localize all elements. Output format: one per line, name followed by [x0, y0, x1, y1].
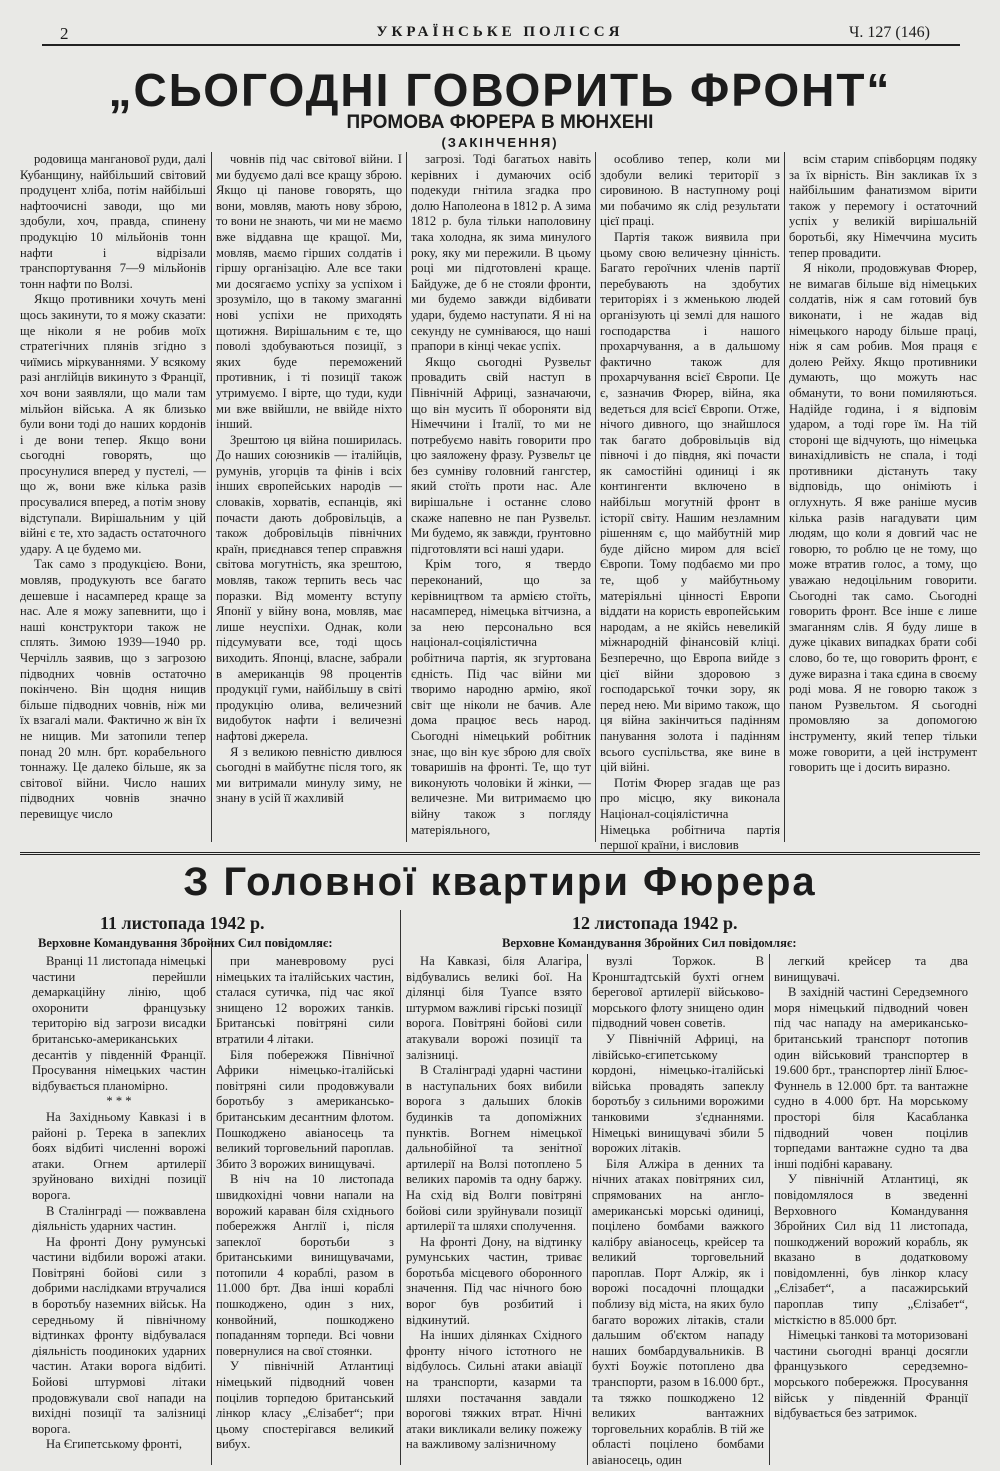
column-divider — [769, 954, 770, 1465]
paragraph: В західній частині Середземного моря німецький підводний човен під час нападу на американсько-британський транспорт потопив один військовий транспортер в 19.600 брт., транспортер лінії Блює-Фуннель в 12.000 брт. та вантажне судно в 4.000 брт. На морському просторі біля Касабланка підводний човен поцілив торпедами вантажне судно та два інші подібні каравану. — [774, 985, 968, 1171]
column-divider — [784, 152, 785, 842]
bulletin-nov-11-column-1 — [32, 954, 206, 1464]
paragraph: загрозі. Тоді багатьох навіть керівних і думаючих осіб подекуди гнітила згадка про долю Наполеона в 1812 р. А зима 1812 р. була тільки наполовину така холодна, як зима минулого року, яку ми пережили. В цьому році ми підготовлені краще. Байдуже, де б не стояли фронти, ми будемо завжди відбивати удари, будемо наступати. Я ні на секунду не сумніваюся, що наші прапори в кінці чекає успіх. — [411, 152, 591, 354]
paragraph: В Сталінграді — пожвавлена діяльність ударних частин. — [32, 1203, 206, 1234]
paragraph: Потім Фюрер згадав ще раз про місцю, яку виконала Націонал-соціялістична Німецька робітнича партія першої країни, і висловив — [600, 775, 780, 853]
paragraph: На інших ділянках Східного фронту нічого істотного не відбулось. Сильні атаки авіації на транспорти, казарми та шляхи постачання завдали ворогові тяжких втрат. Нічні атаки викликали велику пожежу на важливому залізничному — [406, 1328, 582, 1452]
article-column-2 — [216, 152, 402, 842]
article-column-5 — [789, 152, 977, 842]
column-divider — [406, 152, 407, 842]
paragraph: В ніч на 10 листопада швидкохідні човни напали на ворожий караван біля східнього побережжя Англії і, після запеклої боротьби з британськими винищувачами, потопили 4 кораблі, разом в 11.000 брт. Два інші кораблі пошкоджено, один з них, конвойний, пошкоджено попаданням торпеди. Всі човни повернулися на свої стоянки. — [216, 1172, 394, 1358]
column-divider — [211, 940, 212, 1465]
column-divider — [400, 910, 401, 1465]
paragraph: Партія також виявила при цьому свою величезну цінність. Багато героїчних членів партії перебувають на здобутих територіях і з жменькою людей організують ці землі для нашого господарства і нашого прохарчування, а в дальшому фактично також для прохарчування всієї Європи. Це є, зазначив Фюрер, війна, яка ведеться для всієї Європи. Отже, нічого дивного, що знайшлося так багато добровільців від півночі і до півдня, які почасти як самостійні одиниці і як контингенти включено в найбільш могутній фронт в історії світу. Нашим незламним рішенням є, що майбутній мир буде дійсно миром для всієї Європи. Тому подбаємо ми про те, щоб у майбутньому матеріяльні цінності Европи віддати на користь европейським народам, а не якійсь невеликій міжнародній фінансовій кліці. Безперечно, що Европа вийде з цієї війни здоровою з господарської точки зору, як перед нею. Ми віримо також, що ця війна закінчиться падінням панування золота і падінням всього суспільства, яке вине в цій війні. — [600, 229, 780, 775]
paragraph: Так само з продукцією. Вони, мовляв, продукують все багато дешевше і насамперед краще за нас. Але я можу запевнити, що і наші конструктори також не сплять. Зимою 1939—1940 рр. Черчілль заявив, що з загрозою підводних човнів остаточно покінчено. Він щодня нищив більше підводних човнів, ніж ми їх взагалі мали. Фактично ж він їх не нищив. Ми затопили тепер понад 20 млн. брт. корабельного тоннажу. Це далеко більше, як за світової війни. Число наших підводних човнів значно перевищує число — [20, 557, 206, 821]
issue-number: Ч. 127 (146) — [848, 24, 930, 41]
paragraph: На фронті Дону, на відтинку румунських частин, триває боротьба місцевого оборонного значення. Під час нічного бою ворог був розбитий і відкинутий. — [406, 1234, 582, 1327]
bulletin-intro-nov-12: Верховне Командування Збройних Сил повідомляє: — [502, 936, 797, 950]
article-continuation-tag: (ЗАКІНЧЕННЯ) — [441, 135, 559, 150]
column-divider — [211, 152, 212, 842]
paragraph: Вранці 11 листопада німецькі частини перейшли демаркаційну лінію, щоб охоронити французьку територію від загрози висадки британсько-американських десантів у південній Франції. Просування німецьких частин відбувається планомірно. — [32, 954, 206, 1093]
paragraph: особливо тепер, коли ми здобули великі території з сировиною. В наступному році ми побачимо як слід результати цієї праці. — [600, 152, 780, 229]
bulletin-nov-12-column-1 — [406, 954, 582, 1464]
paragraph: Біля побережжя Північної Африки німецько-італійські повітряні сили продовжували боротьбу з американсько-британським десантним флотом. Пошкоджено авіаносець та великий торговельний пароплав. Збито 3 ворожих винищувачі. — [216, 1047, 394, 1171]
paragraph: Якщо противники хочуть мені щось закинути, то я можу сказати: ще ніколи я не робив моїх стратегічних плянів згідно з чиїмись міркуваннями. У всякому разі англійців викинуто з Франції, хоч вони заявляли, що мали там мільйон війська. А як близько були вони тоді до наших кордонів і де вони тепер. Якщо вони сьогодні говорять, що просунулися вперед у пустелі, — що ж, вони вже кілька разів просувалися вперед, а потім знову відступали. Вирішальним у цій війні є те, хто задасть остаточного удару. А це будемо ми. — [20, 292, 206, 556]
article-subtitle: ПРОМОВА ФЮРЕРА В МЮНХЕНІ — [346, 112, 654, 133]
article-column-4 — [600, 152, 780, 853]
bulletin-date-nov-12: 12 листопада 1942 р. — [572, 913, 738, 933]
paragraph: вузлі Торжок. В Кронштадтській бухті огнем берегової артилерії військово-морського флоту знищено один підводний човен советів. — [592, 954, 764, 1031]
section-rule — [20, 852, 980, 855]
column-divider — [595, 152, 596, 842]
article-column-3 — [411, 152, 591, 842]
paragraph: Крім того, я твердо переконаний, що за керівництвом та армією стоїть, насамперед, німецька вітчизна, а за нею персонально вся націонал-соціялістична робітнича партія, як згуртована єдність. Під час війни ми творимо народню армію, якої світ ще ніколи не бачив. Але дома працює весь народ. Сьогодні німецький робітник знає, що він кує зброю для своїх товаришів на фронті. Те, що тут виконують чоловіки й жінки, — величезне. Ми витримаємо цю війну також з погляду матеріяльного, — [411, 557, 591, 837]
paragraph: Зрештою ця війна поширилась. До наших союзників — італійців, румунів, угорців та фінів і всіх інших європейських народів — словаків, хорватів, еспанців, які почасти дають добровільців, а також добровільців північних країн, приєднався тепер справжня світова могутність, яка зрештою, мовляв, також терпить весь час поразки. Від моменту вступу Японії у війну вона, мовляв, має лише неуспіхи. Однак, коли підсумувати все, тоді щось виходить. Японці, власне, забрали в американців 98 процентів продукції гуми, найбільшу в світі продукцію олива, величезний видобуток нафти і величезні нафтові джерела. — [216, 432, 402, 743]
paragraph: На Єгипетському фронті, — [46, 1437, 182, 1452]
paragraph: Німецькі танкові та моторизовані частини сьогодні вранці досягли французького середземно-морського побережжя. Просування військ у південній Франції відбувається без затримок. — [774, 1328, 968, 1421]
bulletin-nov-12-column-2 — [592, 954, 764, 1467]
article-headline: „СЬОГОДНІ ГОВОРИТЬ ФРОНТ“ — [108, 64, 892, 116]
page-number: 2 — [60, 24, 69, 43]
paragraph: У північній Атлантиці німецький підводний човен поцілив торпедою британський лінкор класу „Єлізабет“; при цьому спостерігався великий вибух. — [216, 1359, 394, 1452]
column-divider — [587, 954, 588, 1465]
paragraph: У Північній Африці, на лівійсько-єгипетському кордоні, німецько-італійські війська провадять запеклу боротьбу з сильними ворожими танковими з'єднаннями. Німецькі винищувачі збили 5 ворожих літаків. — [592, 1031, 764, 1156]
bulletin-date-nov-11: 11 листопада 1942 р. — [100, 913, 265, 933]
paragraph: У північній Атлантиці, як повідомлялося в зведенні Верховного Командування Збройних Сил від 11 листопада, пошкоджений ворожий корабль, як вказано в додатковому повідомленні, був лінкор класу „Єлізабет“, а пасажирський пароплав типу „Єлізабет“, місткістю в 85.000 брт. — [774, 1172, 968, 1327]
paragraph: На Західньому Кавказі і в районі р. Терека в запеклих боях відбиті численні ворожі атаки. Огнем артилерії зруйновано вихідні позиції ворога. — [32, 1109, 206, 1202]
paragraph: човнів під час світової війни. І ми будуємо далі все кращу зброю. Якщо ці панове говорять, що вони, мовляв, мають нову зброю, то вони не знають, чи ми не маємо вже віддавна ще кращої. Ми, мовляв, маємо гірших солдатів і гіршу організацію. Але все таки ми досягаємо успіху за успіхом і зрозуміло, що в такому змаганні нові успіхи не приходять щотижня. Вирішальним є те, що поволі здобуваються позиції, з яких буде переможений противник, і ті позиції також утримуємо. І вірте, що туди, куди ми вже ввійшли, не ввійде ніхто інший. — [216, 152, 402, 432]
paragraph: В Сталінграді ударні частини в наступальних боях вибили ворога з дальших блоків будинків та допоміжних пунктів. Вогнем німецької дальнобійної та зенітної артилерії на Волзі потоплено 5 великих паромів та одну баржу. На схід від Волги повітряні бойові сили зруйнували позиції артилерії та шляхи сполучення. — [406, 1063, 582, 1234]
paragraph: На фронті Дону румунські частини відбили ворожі атаки. Повітряні бойові сили з добрими наслідками втручалися в боротьбу наземних військ. На середньому й північному відтинках фронту відбувалася діяльність поодиноких ударних частин. Атаки ворога відбиті. Бойові штурмові літаки продовжували свої напади на вихідні позиції та залізниці ворога. — [32, 1234, 206, 1436]
bulletin-nov-12-column-3 — [774, 954, 968, 1464]
bulletins-headline: З Головної квартири Фюрера — [183, 860, 817, 904]
paragraph: легкий крейсер та два винищувачі. — [774, 954, 968, 984]
paragraph: Я з великою певністю дивлюся сьогодні в майбутнє після того, як ми витримали минулу зиму, не знану в усій її жахливій — [216, 744, 402, 806]
article-column-1 — [20, 152, 206, 842]
paragraph: Біля Алжіра в денних та нічних атаках повітряних сил, спрямованих на англо-американські морські одиниці, поцілено бомбами важкого калібру авіаносець, крейсер та великий торговельний пароплав. Порт Алжір, як і ворожі посадочні площадки поблизу від міста, на яких було багато ворожих літаків, стали дальшим об'єктом нападу наших бомбардувальників. В бухті Боужіє потоплено два транспорти, разом в 16.000 брт., та тяжко пошкоджено 12 великих вантажних торговельних кораблів. В тій же області поцілено бомбами авіаносець, один — [592, 1156, 764, 1467]
paragraph: * * * — [106, 1094, 132, 1109]
paragraph: На Кавказі, біля Алагіра, відбувались великі бої. На ділянці біля Туапсе взято штурмом важливі гірські позиції ворога. Повітряні бойові сили атакували ворожі позиції та залізниці. — [406, 954, 582, 1062]
header-rule — [42, 44, 960, 46]
paragraph: родовища манганової руди, далі Кубанщину, найбільший світовий продуцент хліба, потім найбільші нафтоочисні заводи, що ми здобули, хоч, правда, спинену продукцію 10 мільйонів тонн нафти і відрізали транспортування 7—9 мільйонів тонн нафти по Волзі. — [20, 152, 206, 291]
bulletin-nov-11-column-2 — [216, 954, 394, 1464]
bulletin-intro-nov-11: Верховне Командування Збройних Сил повідомляє: — [38, 936, 333, 950]
paragraph: при маневровому русі німецьких та італійських частин, сталася сутичка, під час якої знищено 12 ворожих танків. Британські повітряні сили втратили 4 літаки. — [216, 954, 394, 1046]
paragraph: всім старим співборцям подяку за їх вірність. Він закликав їх з найбільшим фанатизмом вірити також у перемогу і остаточний успіх у великій вирішальній боротьбі, яку Німеччина мусить тепер провадити. — [789, 152, 977, 260]
paragraph: Якщо сьогодні Рузвельт провадить свій наступ в Північній Африці, зазначаючи, що він мусить її обороняти від Німеччини і Італії, то ми не потребуємо навіть говорити про цю заяложену фразу. Рузвельт це без сумніву головний гангстер, який стоїть проти нас. Але вирішальне і останнє слово скаже напевно не пан Рузвельт. Ми будемо, як завжди, ґрунтовно підготовляти всі наші удари. — [411, 354, 591, 556]
newspaper-title: УКРАЇНСЬКЕ ПОЛІССЯ — [376, 24, 624, 40]
page-header — [0, 22, 1000, 44]
paragraph: Я ніколи, продовжував Фюрер, не вимагав більше від німецьких солдатів, ніж я сам готовий був виконати, і не жадав від німецького народу більше праці, ніж я сам робив. Моя праця є долею Рейху. Якщо противники думають, що можуть нас обманути, то вони помиляються. Надійде година, і я відповім ударом, а тоді горе їм. На тій стороні ще відчують, що німецька винахідливість не спала, і тоді противники дістануть таку відповідь, що оніміють і оглухнуть. Я вже раніше мусив кілька разів нагадувати цим людям, що коли я довгий час не говорю, то роблю це не тому, що може втратив голос, а тому, що уважаю недоцільним говорити. Сьогодні так само. Сьогодні говорить фронт. Все інше є лише змаганням слів. Я буду лише в дуже цікавих випадках брати собі слово, бо те, що говорить фронт, є дуже виразна і така єдина в своєму роді мова. Я не говорю також з паном Рузвельтом. Я сьогодні промовляю за допомогою інструменту, який тепер тільки може говорити, а цей інструмент говорить ще і досить виразно. — [789, 261, 977, 775]
